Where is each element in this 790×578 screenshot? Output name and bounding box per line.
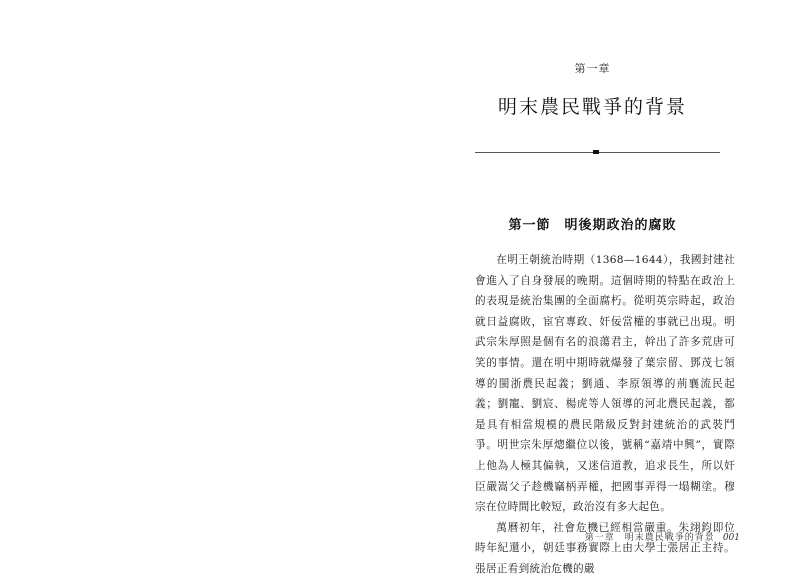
page-number: 001: [722, 533, 740, 543]
chapter-title: 明末農民戰爭的背景: [497, 96, 687, 118]
right-page: [395, 0, 790, 578]
running-head: 第一章 明末農民戰爭的背景: [584, 533, 715, 543]
paragraph-2: 萬曆初年，社會危機已經相當嚴重。朱翊鈞即位時年紀還小，朝廷事務實際上由大學士張居正主持。張居正看到統治危機的嚴: [475, 521, 735, 575]
chapter-divider-ornament: [593, 150, 599, 154]
page-footer: [395, 530, 740, 543]
body-text: [475, 250, 735, 578]
paragraph-1: 在明王朝統治時期（1368—1644），我國封建社會進入了自身發展的晚期。這個時期的特點在政治上的表現是統治集團的全面腐朽。從明英宗時起，政治就日益腐敗，宦官專政、奸佞當權的事就已出現。明武宗朱厚照是個有名的浪蕩君主，幹出了許多荒唐可笑的事情。還在明中期時就爆發了葉宗留、鄧茂七領導的閩浙農民起義；劉通、李原領導的荊襄流民起義；劉寵、劉宸、楊虎等人領導的河北農民起義，都是具有相當規模的農民階級反對封建統治的武裝鬥爭。明世宗朱厚熜繼位以後，號稱“嘉靖中興”，實際上他為人極其偏執，又迷信道教，追求長生，所以奸臣嚴嵩父子趁機竊柄弄權，把國事弄得一塌糊塗。穆宗在位時間比較短，政治沒有多大起色。: [475, 254, 735, 514]
chapter-label: 第一章: [574, 62, 611, 75]
section-title: 第一節 明後期政治的腐敗: [508, 218, 677, 233]
